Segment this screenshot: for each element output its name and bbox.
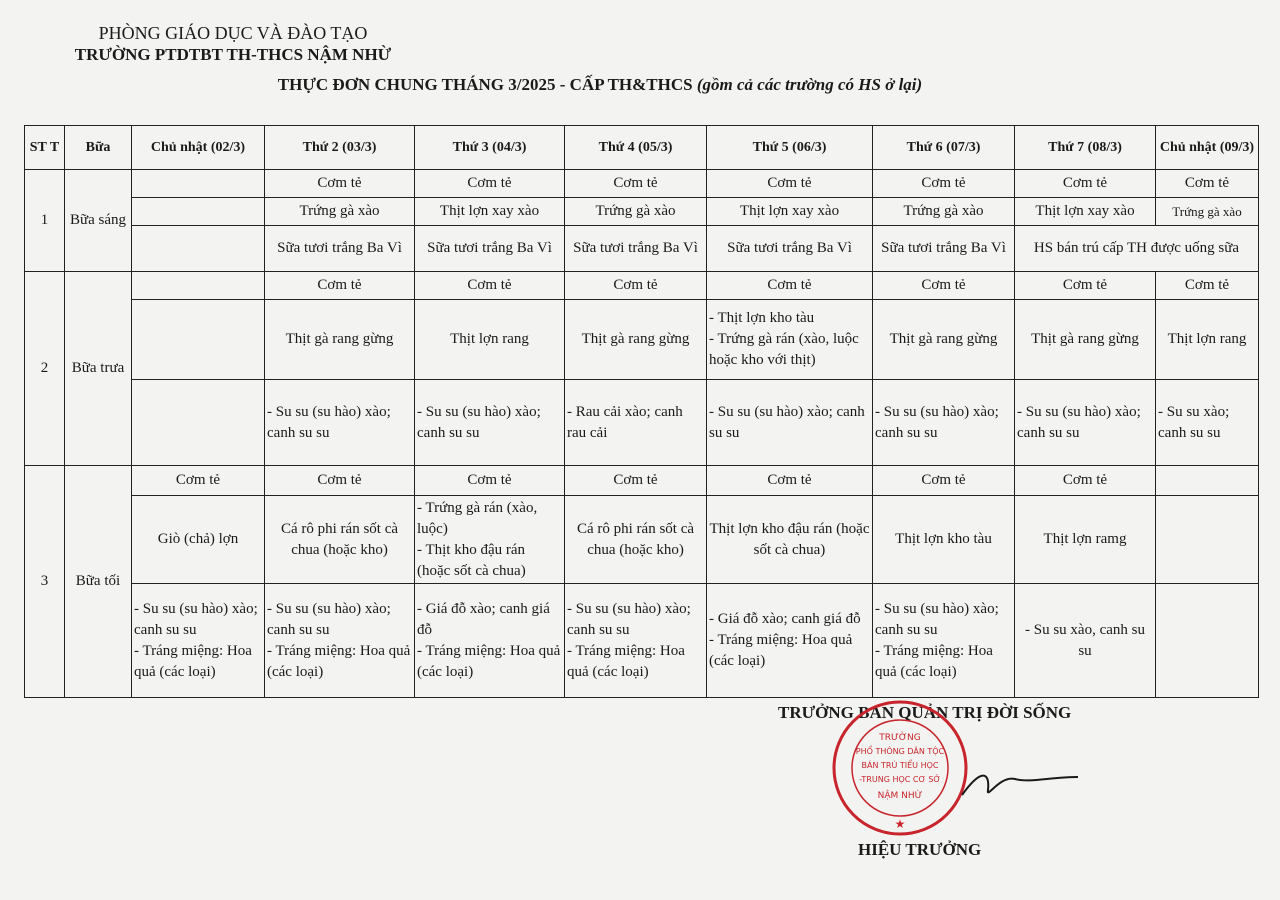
menu-cell: Cơm tẻ bbox=[1015, 466, 1156, 496]
menu-cell: - Su su (su hào) xào; canh su su - Tráng miệng: Hoa quả (các loại) bbox=[265, 584, 415, 698]
table-row bbox=[25, 226, 1259, 272]
menu-cell: Cơm tẻ bbox=[873, 170, 1015, 198]
menu-cell: Trứng gà xào bbox=[1156, 198, 1259, 226]
menu-cell: - Su su (su hào) xào; canh su su bbox=[1015, 380, 1156, 466]
menu-cell bbox=[132, 380, 265, 466]
menu-cell: Trứng gà xào bbox=[873, 198, 1015, 226]
menu-cell: Cơm tẻ bbox=[1156, 272, 1259, 300]
menu-cell: - Rau cải xào; canh rau cải bbox=[565, 380, 707, 466]
table-row bbox=[25, 466, 1259, 496]
meal-stt: 1 bbox=[25, 170, 65, 272]
col-stt: ST T bbox=[25, 126, 65, 170]
menu-cell: Cơm tẻ bbox=[873, 272, 1015, 300]
menu-cell: - Giá đỗ xào; canh giá đỗ - Tráng miệng: Hoa quả (các loại) bbox=[415, 584, 565, 698]
menu-cell: Cơm tẻ bbox=[707, 466, 873, 496]
menu-cell: Cá rô phi rán sốt cà chua (hoặc kho) bbox=[565, 496, 707, 584]
menu-cell: Cơm tẻ bbox=[415, 272, 565, 300]
table-row bbox=[25, 198, 1259, 226]
menu-cell: HS bán trú cấp TH được uống sữa bbox=[1015, 226, 1259, 272]
menu-cell: Thịt lợn kho tàu bbox=[873, 496, 1015, 584]
menu-cell: - Giá đỗ xào; canh giá đỗ - Tráng miệng: Hoa quả (các loại) bbox=[707, 584, 873, 698]
menu-cell: Sữa tươi trắng Ba Vì bbox=[265, 226, 415, 272]
menu-cell: Cơm tẻ bbox=[265, 466, 415, 496]
col-day: Chủ nhật (02/3) bbox=[132, 126, 265, 170]
menu-cell: Cơm tẻ bbox=[707, 272, 873, 300]
department-name: PHÒNG GIÁO DỤC VÀ ĐÀO TẠO bbox=[98, 23, 368, 43]
menu-cell: Thịt lợn xay xào bbox=[1015, 198, 1156, 226]
svg-text:TRƯỜNG: TRƯỜNG bbox=[879, 733, 921, 743]
svg-text:NẬM NHỪ: NẬM NHỪ bbox=[877, 791, 923, 801]
menu-cell: - Su su (su hào) xào; canh su su - Tráng miệng: Hoa quả (các loại) bbox=[132, 584, 265, 698]
menu-cell: Cơm tẻ bbox=[707, 170, 873, 198]
menu-cell bbox=[1156, 496, 1259, 584]
committee-signature-title: TRƯỞNG BAN QUẢN TRỊ ĐỜI SỐNG bbox=[778, 703, 1072, 722]
menu-table bbox=[24, 125, 1259, 698]
table-row bbox=[25, 584, 1259, 698]
menu-cell: Cơm tẻ bbox=[415, 170, 565, 198]
menu-cell: Giò (chả) lợn bbox=[132, 496, 265, 584]
meal-name: Bữa sáng bbox=[65, 170, 132, 272]
meal-stt: 2 bbox=[25, 272, 65, 466]
signature-scribble bbox=[960, 765, 1080, 805]
menu-cell: Sữa tươi trắng Ba Vì bbox=[565, 226, 707, 272]
menu-cell: Cơm tẻ bbox=[565, 170, 707, 198]
col-day: Thứ 4 (05/3) bbox=[565, 126, 707, 170]
svg-text:PHỔ THÔNG DÂN TỘC: PHỔ THÔNG DÂN TỘC bbox=[855, 747, 945, 756]
svg-text:BÁN TRÚ TIỂU HỌC: BÁN TRÚ TIỂU HỌC bbox=[861, 761, 939, 770]
meal-name: Bữa tối bbox=[65, 466, 132, 698]
table-row bbox=[25, 272, 1259, 300]
menu-cell: Cơm tẻ bbox=[565, 272, 707, 300]
menu-cell: Thịt lợn ramg bbox=[1015, 496, 1156, 584]
col-day: Thứ 3 (04/3) bbox=[415, 126, 565, 170]
menu-cell: - Su su (su hào) xào; canh su su bbox=[873, 380, 1015, 466]
menu-cell: - Su su (su hào) xào; canh su su bbox=[707, 380, 873, 466]
menu-cell: - Su su (su hào) xào; canh su su - Tráng miệng: Hoa quả (các loại) bbox=[565, 584, 707, 698]
menu-cell: - Trứng gà rán (xào, luộc) - Thịt kho đậu rán (hoặc sốt cà chua) bbox=[415, 496, 565, 584]
svg-text:★: ★ bbox=[894, 817, 906, 831]
menu-cell: Thịt lợn xay xào bbox=[415, 198, 565, 226]
meal-name: Bữa trưa bbox=[65, 272, 132, 466]
menu-cell: Thịt lợn kho đậu rán (hoặc sốt cà chua) bbox=[707, 496, 873, 584]
col-meal: Bữa bbox=[65, 126, 132, 170]
menu-cell: Cơm tẻ bbox=[1015, 170, 1156, 198]
menu-cell: Cơm tẻ bbox=[1015, 272, 1156, 300]
menu-cell: Cơm tẻ bbox=[415, 466, 565, 496]
menu-cell bbox=[132, 272, 265, 300]
col-day: Thứ 7 (08/3) bbox=[1015, 126, 1156, 170]
col-day: Thứ 5 (06/3) bbox=[707, 126, 873, 170]
menu-title: THỰC ĐƠN CHUNG THÁNG 3/2025 - CẤP TH&THCS (gồm cả các trường có HS ở lại) bbox=[277, 75, 923, 94]
meal-stt: 3 bbox=[25, 466, 65, 698]
menu-cell bbox=[132, 226, 265, 272]
table-row bbox=[25, 496, 1259, 584]
menu-cell: - Su su (su hào) xào; canh su su bbox=[265, 380, 415, 466]
menu-cell: Cơm tẻ bbox=[873, 466, 1015, 496]
menu-cell: - Su su (su hào) xào; canh su su bbox=[415, 380, 565, 466]
principal-title: HIỆU TRƯỞNG bbox=[858, 840, 982, 859]
table-row bbox=[25, 170, 1259, 198]
menu-cell: - Su su xào, canh su su bbox=[1015, 584, 1156, 698]
table-row bbox=[25, 300, 1259, 380]
col-day: Thứ 2 (03/3) bbox=[265, 126, 415, 170]
menu-cell: Cơm tẻ bbox=[1156, 170, 1259, 198]
menu-cell: Cơm tẻ bbox=[565, 466, 707, 496]
menu-cell bbox=[132, 300, 265, 380]
col-day: Thứ 6 (07/3) bbox=[873, 126, 1015, 170]
menu-cell: Thịt gà rang gừng bbox=[1015, 300, 1156, 380]
school-name: TRƯỜNG PTDTBT TH-THCS NẬM NHỪ bbox=[74, 45, 392, 64]
menu-cell: Thịt gà rang gừng bbox=[565, 300, 707, 380]
svg-text:-TRUNG HỌC CƠ SỞ: -TRUNG HỌC CƠ SỞ bbox=[859, 775, 941, 784]
menu-cell: Thịt lợn xay xào bbox=[707, 198, 873, 226]
menu-cell: - Su su (su hào) xào; canh su su - Tráng miệng: Hoa quả (các loại) bbox=[873, 584, 1015, 698]
menu-cell: Thịt gà rang gừng bbox=[265, 300, 415, 380]
menu-cell: Cơm tẻ bbox=[265, 272, 415, 300]
col-day: Chủ nhật (09/3) bbox=[1156, 126, 1259, 170]
menu-cell: Sữa tươi trắng Ba Vì bbox=[873, 226, 1015, 272]
menu-cell: Thịt gà rang gừng bbox=[873, 300, 1015, 380]
menu-cell: Cá rô phi rán sốt cà chua (hoặc kho) bbox=[265, 496, 415, 584]
school-seal-stamp bbox=[830, 698, 970, 838]
menu-cell: Trứng gà xào bbox=[565, 198, 707, 226]
menu-cell: Thịt lợn rang bbox=[415, 300, 565, 380]
menu-cell bbox=[132, 198, 265, 226]
menu-cell: Sữa tươi trắng Ba Vì bbox=[707, 226, 873, 272]
menu-cell: Sữa tươi trắng Ba Vì bbox=[415, 226, 565, 272]
menu-cell: Thịt lợn rang bbox=[1156, 300, 1259, 380]
menu-cell: Cơm tẻ bbox=[265, 170, 415, 198]
menu-cell: - Thịt lợn kho tàu - Trứng gà rán (xào, luộc hoặc kho với thịt) bbox=[707, 300, 873, 380]
menu-cell bbox=[1156, 466, 1259, 496]
table-row bbox=[25, 380, 1259, 466]
menu-cell: - Su su xào; canh su su bbox=[1156, 380, 1259, 466]
header-row bbox=[25, 126, 1259, 170]
menu-cell bbox=[132, 170, 265, 198]
menu-cell: Trứng gà xào bbox=[265, 198, 415, 226]
menu-cell: Cơm tẻ bbox=[132, 466, 265, 496]
menu-cell bbox=[1156, 584, 1259, 698]
